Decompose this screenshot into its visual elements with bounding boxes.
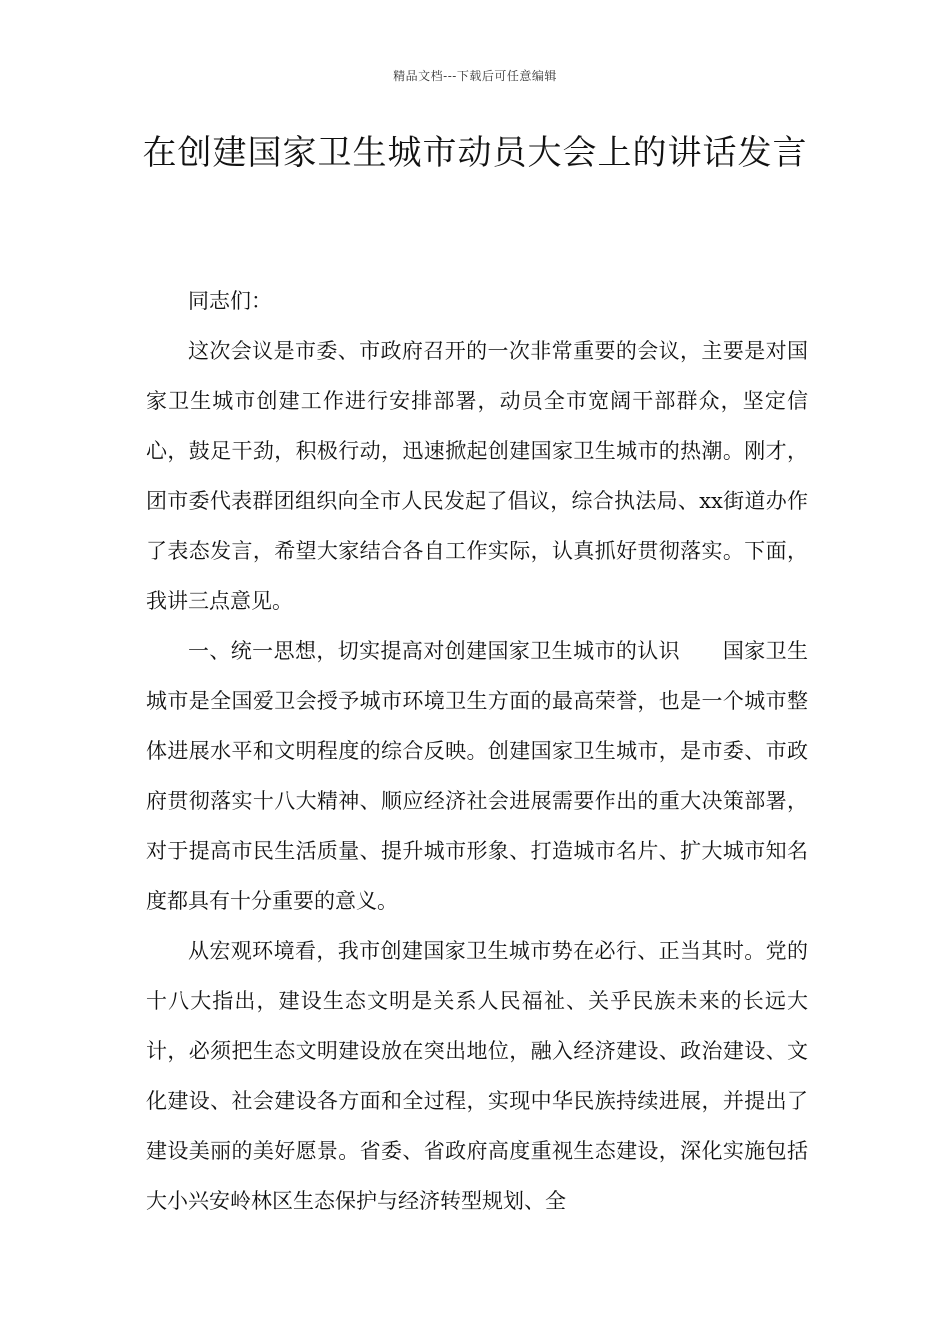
salutation: 同志们： bbox=[188, 289, 272, 313]
page-title: 在创建国家卫生城市动员大会上的讲话发言 bbox=[142, 133, 808, 173]
document-body bbox=[146, 276, 808, 1226]
paragraph: 从宏观环境看，我市创建国家卫生城市势在必行、正当其时。党的十八大指出，建设生态文明是关系人民福祉、关乎民族未来的长远大计，必须把生态文明建设放在突出地位，融入经济建设、政治建设、文化建设、社会建设各方面和全过程，实现中华民族持续进展，并提出了建设美丽的美好愿景。省委、省政府高度重视生态建设，深化实施包括大小兴安岭林区生态保护与经济转型规划、全 bbox=[146, 939, 808, 1213]
paragraph: 一、统一思想，切实提高对创建国家卫生城市的认识 国家卫生城市是全国爱卫会授予城市环境卫生方面的最高荣誉，也是一个城市整体进展水平和文明程度的综合反映。创建国家卫生城市，是市委、市政府贯彻落实十八大精神、顺应经济社会进展需要作出的重大决策部署，对于提高市民生活质量、提升城市形象、打造城市名片、扩大城市知名度都具有十分重要的意义。 bbox=[146, 639, 808, 913]
header-note: 精品文档---下载后可任意编辑 bbox=[393, 69, 557, 83]
paragraph: 这次会议是市委、市政府召开的一次非常重要的会议，主要是对国家卫生城市创建工作进行安排部署，动员全市宽阔干部群众，坚定信心，鼓足干劲，积极行动，迅速掀起创建国家卫生城市的热潮。刚才，团市委代表群团组织向全市人民发起了倡议，综合执法局、xx街道办作了表态发言，希望大家结合各自工作实际，认真抓好贯彻落实。下面，我讲三点意见。 bbox=[146, 339, 808, 613]
